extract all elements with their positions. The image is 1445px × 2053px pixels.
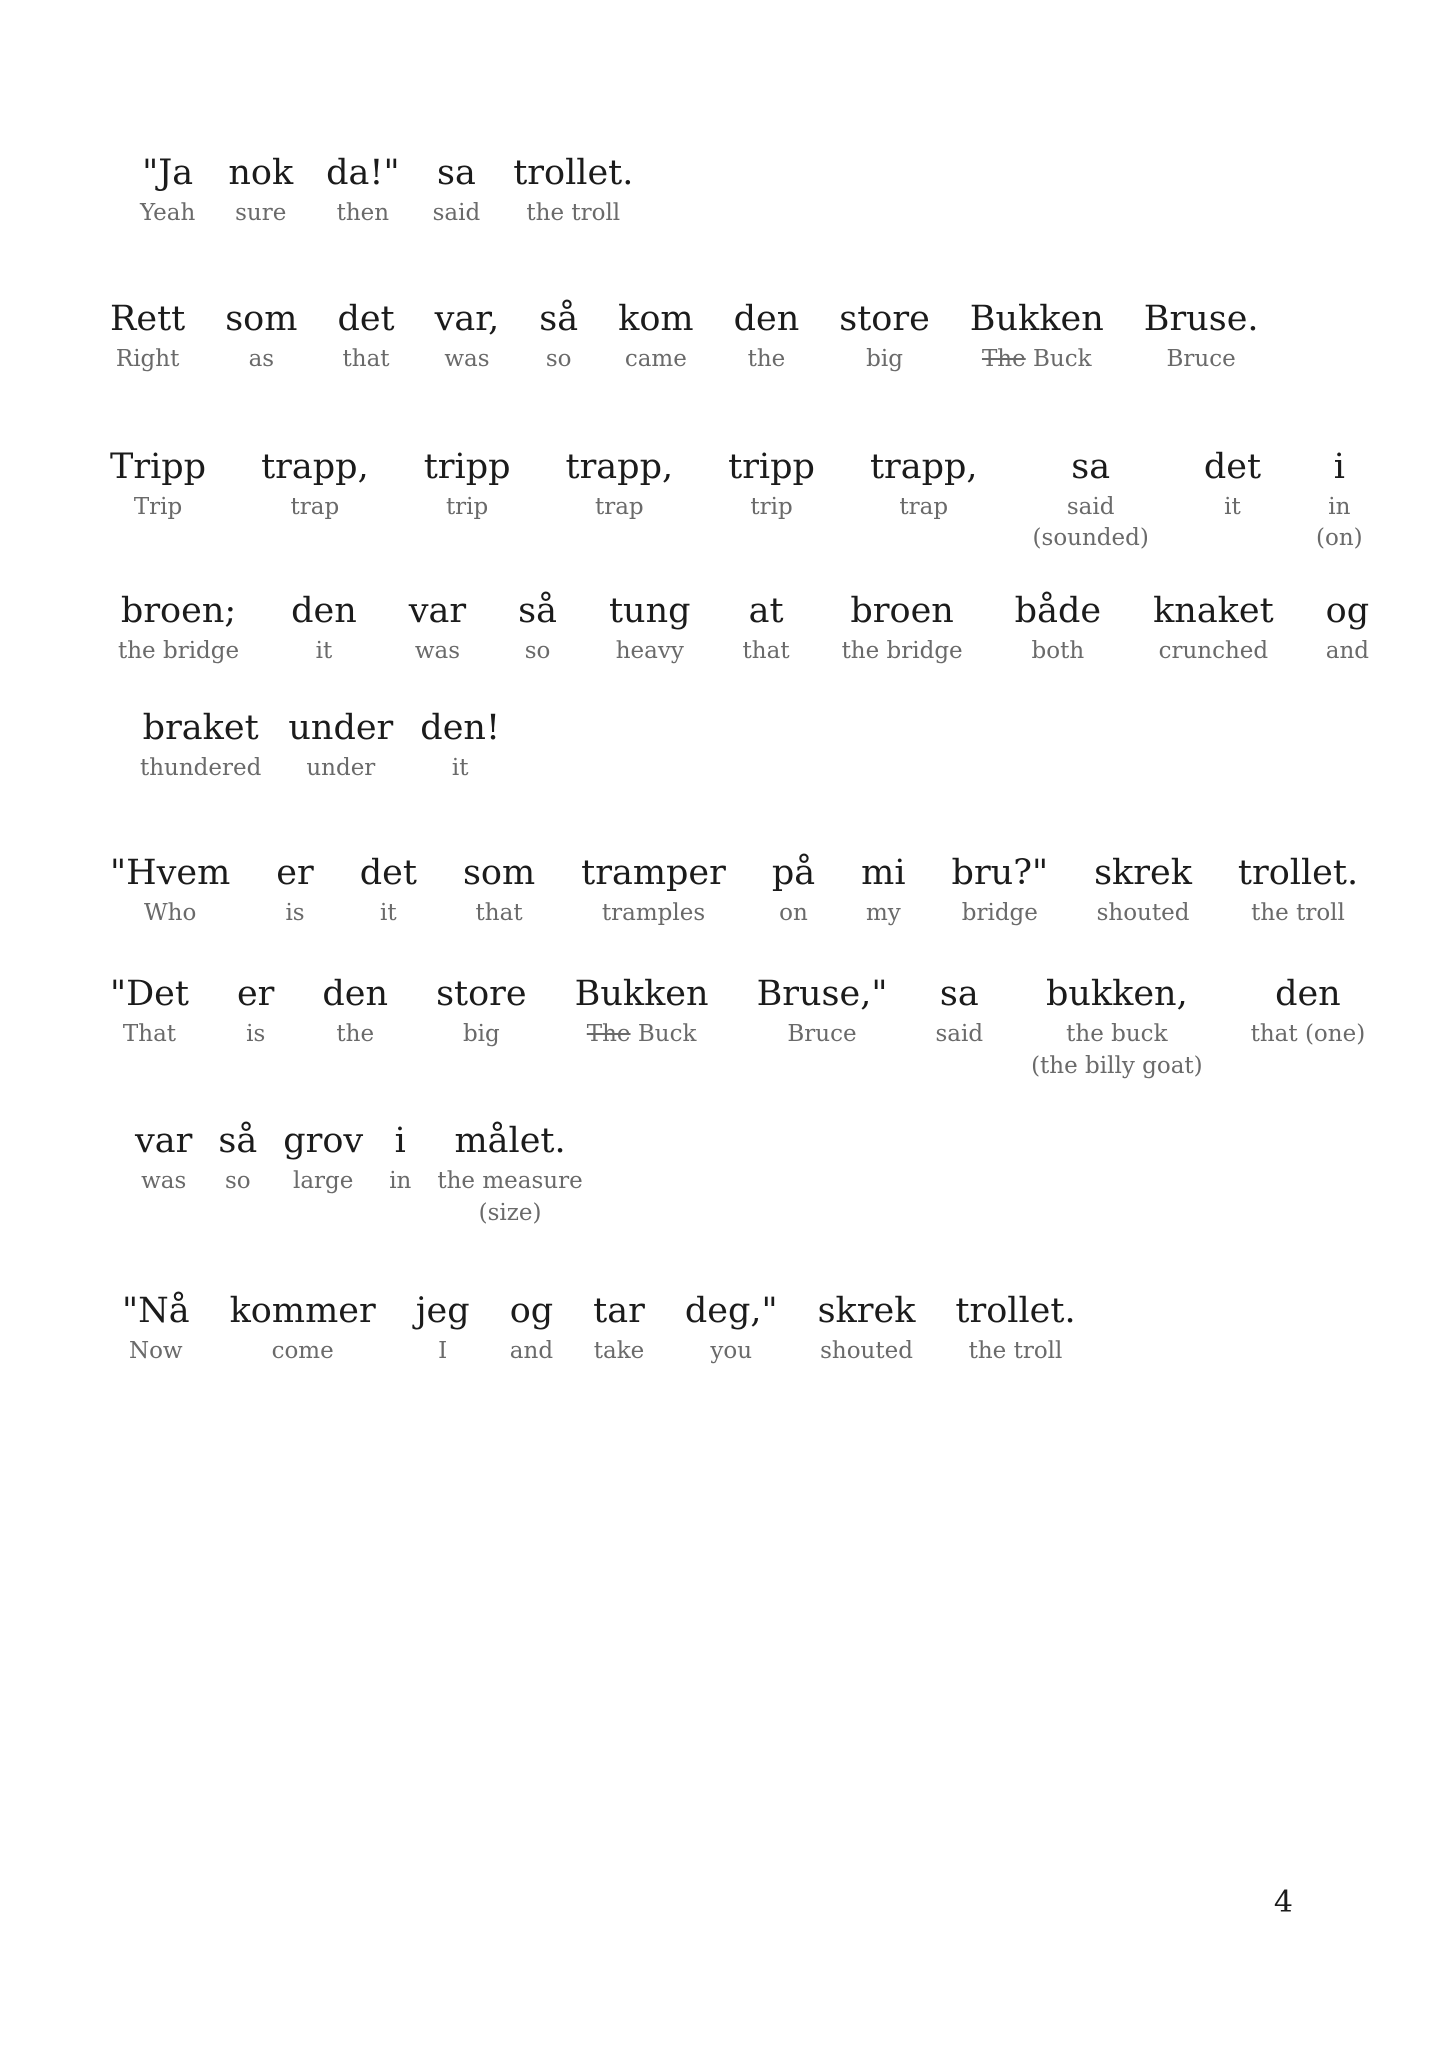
word-column	[1015, 590, 1101, 666]
interlinear-line	[110, 446, 1445, 554]
norwegian-word: både	[1014, 591, 1102, 631]
norwegian-word: den	[733, 298, 800, 339]
gloss-annotation: (the billy goat)	[1031, 1053, 1203, 1079]
english-gloss: is	[246, 1021, 266, 1048]
norwegian-word: "Det	[110, 974, 189, 1015]
english-gloss: said	[1066, 493, 1115, 520]
norwegian-word: Rett	[110, 298, 186, 339]
word-column	[1094, 852, 1192, 928]
word-column	[1326, 590, 1369, 666]
english-gloss: so	[545, 345, 572, 372]
english-gloss: the troll	[526, 200, 621, 226]
struck-gloss-word: The	[586, 1021, 631, 1048]
english-gloss: That	[122, 1021, 177, 1048]
gloss-word: Buck	[1033, 345, 1092, 372]
word-column	[1033, 446, 1149, 554]
gloss-word: Buck	[637, 1021, 697, 1048]
norwegian-word: at	[748, 591, 784, 631]
word-column	[1316, 446, 1363, 554]
norwegian-word: trollet.	[513, 153, 634, 193]
english-gloss: it	[380, 899, 397, 926]
norwegian-word: tung	[608, 591, 691, 631]
word-column	[593, 1290, 645, 1366]
english-gloss	[587, 1020, 697, 1049]
word-column	[436, 973, 527, 1049]
word-column	[110, 446, 206, 522]
gloss-annotation: (on)	[1316, 525, 1363, 552]
word-column	[1204, 446, 1261, 522]
english-gloss: so	[524, 638, 551, 664]
english-gloss: and	[509, 1338, 554, 1365]
english-gloss: that (one)	[1250, 1021, 1366, 1048]
english-gloss: trip	[750, 493, 793, 520]
norwegian-word: tar	[593, 1291, 645, 1332]
english-gloss: trap	[899, 493, 949, 520]
norwegian-word: den	[291, 591, 357, 631]
english-gloss: Bruce	[787, 1021, 857, 1048]
word-column	[575, 973, 709, 1049]
english-gloss: shouted	[1096, 899, 1190, 926]
english-gloss: crunched	[1158, 638, 1269, 664]
word-column	[409, 590, 466, 666]
word-column	[1251, 973, 1366, 1049]
gloss-annotation: (size)	[478, 1199, 542, 1226]
gloss-annotation: (sounded)	[1032, 525, 1149, 552]
english-gloss: large	[292, 1167, 354, 1194]
english-gloss: thundered	[140, 754, 262, 781]
norwegian-word: trapp,	[869, 446, 978, 487]
norwegian-word: knaket	[1153, 591, 1274, 631]
word-column	[1153, 590, 1274, 666]
english-gloss: trap	[290, 493, 340, 520]
word-column	[326, 152, 399, 228]
norwegian-word: store	[436, 974, 527, 1015]
word-column	[237, 973, 274, 1049]
norwegian-word: under	[288, 707, 394, 748]
norwegian-word: målet.	[454, 1120, 566, 1161]
norwegian-word: den	[1275, 974, 1341, 1015]
norwegian-word: trollet.	[955, 1291, 1076, 1332]
word-column	[437, 1120, 582, 1228]
norwegian-word: sa	[1071, 446, 1111, 487]
word-column	[1144, 298, 1259, 374]
english-gloss: I	[438, 1338, 448, 1365]
norwegian-word: "Nå	[122, 1291, 190, 1332]
norwegian-word: var,	[434, 298, 500, 339]
norwegian-word: trapp,	[565, 446, 674, 487]
norwegian-word: bukken,	[1045, 974, 1188, 1015]
norwegian-word: så	[218, 1120, 258, 1161]
english-gloss: come	[271, 1338, 334, 1365]
word-column	[140, 152, 195, 228]
norwegian-word: Tripp	[110, 446, 207, 487]
english-gloss: then	[336, 200, 390, 226]
english-gloss: as	[248, 345, 275, 372]
english-gloss: on	[779, 899, 808, 926]
norwegian-word: skrek	[1094, 852, 1192, 893]
word-column	[140, 707, 261, 783]
norwegian-word: i	[1333, 446, 1345, 487]
norwegian-word: trapp,	[261, 446, 369, 487]
word-column	[566, 446, 674, 522]
norwegian-word: tripp	[728, 446, 815, 487]
english-gloss: was	[414, 638, 461, 664]
norwegian-word: det	[1203, 446, 1262, 487]
word-column	[218, 1120, 257, 1196]
norwegian-word: store	[839, 298, 930, 339]
page-number: 4	[1273, 1885, 1293, 1920]
word-column	[389, 1120, 411, 1196]
word-column	[772, 852, 815, 928]
word-column	[734, 298, 800, 374]
norwegian-word: mi	[861, 852, 906, 893]
english-gloss: is	[285, 899, 305, 926]
word-column	[818, 1290, 916, 1366]
interlinear-text	[110, 152, 1445, 1366]
norwegian-word: braket	[142, 707, 259, 748]
norwegian-word: er	[236, 974, 275, 1015]
word-column	[839, 298, 930, 374]
norwegian-word: er	[276, 852, 314, 893]
norwegian-word: var	[408, 591, 467, 631]
norwegian-word: som	[462, 852, 536, 893]
interlinear-line	[140, 707, 1445, 783]
word-column	[230, 1290, 376, 1366]
interlinear-line	[110, 298, 1445, 374]
english-gloss: was	[444, 345, 490, 372]
norwegian-word: trollet.	[1237, 852, 1359, 893]
word-column	[1238, 852, 1358, 928]
word-column	[110, 298, 185, 374]
norwegian-word: den!	[420, 707, 501, 748]
english-gloss: the troll	[1251, 899, 1345, 926]
english-gloss: said	[935, 1021, 984, 1048]
word-column	[283, 1120, 363, 1196]
word-column	[322, 973, 388, 1049]
norwegian-word: da!"	[326, 153, 400, 193]
norwegian-word: kom	[618, 298, 694, 339]
norwegian-word: i	[394, 1120, 406, 1161]
english-gloss: the	[336, 1021, 375, 1048]
word-column	[225, 298, 297, 374]
norwegian-word: Bukken	[574, 974, 709, 1015]
english-gloss: shouted	[820, 1338, 913, 1365]
english-gloss: so	[224, 1167, 251, 1194]
english-gloss: it	[315, 638, 333, 664]
english-gloss: the buck	[1066, 1021, 1168, 1048]
word-column	[424, 446, 511, 522]
english-gloss: big	[462, 1021, 500, 1048]
interlinear-line	[135, 1120, 1445, 1228]
word-column	[842, 590, 963, 666]
english-gloss: both	[1031, 638, 1085, 664]
english-gloss: big	[866, 345, 903, 372]
norwegian-word: "Ja	[142, 153, 194, 193]
word-column	[870, 446, 978, 522]
english-gloss: trap	[594, 493, 644, 520]
word-column	[110, 852, 230, 928]
english-gloss: bridge	[961, 899, 1038, 926]
norwegian-word: bru?"	[951, 852, 1049, 893]
english-gloss: take	[593, 1338, 645, 1365]
english-gloss: the	[747, 345, 786, 372]
norwegian-word: tripp	[423, 446, 511, 487]
word-column	[581, 852, 726, 928]
english-gloss: Bruce	[1166, 345, 1236, 372]
english-gloss: my	[865, 899, 901, 926]
english-gloss: Who	[143, 899, 197, 926]
english-gloss: it	[451, 754, 469, 781]
word-column	[291, 590, 357, 666]
word-column	[463, 852, 535, 928]
word-column	[1031, 973, 1203, 1081]
norwegian-word: skrek	[817, 1291, 916, 1332]
english-gloss: and	[1325, 638, 1370, 664]
word-column	[618, 298, 693, 374]
norwegian-word: broen	[850, 591, 954, 631]
norwegian-word: Bukken	[969, 298, 1104, 339]
norwegian-word: nok	[228, 153, 294, 193]
word-column	[433, 152, 481, 228]
norwegian-word: så	[539, 298, 579, 339]
word-column	[135, 1120, 192, 1196]
norwegian-word: "Hvem	[110, 852, 231, 893]
word-column	[110, 973, 189, 1049]
word-column	[609, 590, 691, 666]
word-column	[288, 707, 393, 783]
english-gloss: Yeah	[140, 200, 196, 226]
word-column	[757, 973, 888, 1049]
english-gloss: that	[342, 345, 390, 372]
word-column	[861, 852, 905, 928]
norwegian-word: var	[135, 1120, 193, 1161]
norwegian-word: sa	[436, 153, 476, 193]
word-column	[435, 298, 500, 374]
english-gloss: it	[1224, 493, 1241, 520]
norwegian-word: grov	[283, 1120, 364, 1161]
word-column	[952, 852, 1049, 928]
english-gloss	[982, 345, 1092, 374]
norwegian-word: Bruse,"	[756, 974, 888, 1015]
word-column	[261, 446, 369, 522]
english-gloss: the bridge	[841, 638, 963, 664]
english-gloss: tramples	[601, 899, 706, 926]
word-column	[337, 298, 394, 374]
english-gloss: under	[306, 754, 376, 781]
interlinear-line	[110, 852, 1445, 928]
norwegian-word: på	[771, 852, 816, 893]
norwegian-word: og	[1325, 591, 1370, 631]
word-column	[122, 1290, 190, 1366]
english-gloss: the troll	[968, 1338, 1063, 1365]
english-gloss: the bridge	[118, 638, 240, 664]
word-column	[518, 590, 557, 666]
english-gloss: trip	[445, 493, 489, 520]
english-gloss: that	[475, 899, 523, 926]
norwegian-word: sa	[939, 974, 979, 1015]
norwegian-word: det	[359, 852, 417, 893]
norwegian-word: kommer	[229, 1291, 376, 1332]
norwegian-word: så	[518, 591, 557, 631]
word-column	[935, 973, 983, 1049]
word-column	[513, 152, 633, 228]
english-gloss: Trip	[133, 493, 183, 520]
english-gloss: in	[389, 1167, 412, 1194]
english-gloss: said	[432, 200, 481, 226]
word-column	[743, 590, 790, 666]
word-column	[955, 1290, 1075, 1366]
interlinear-line	[140, 152, 1445, 228]
english-gloss: in	[1328, 493, 1351, 520]
english-gloss: you	[710, 1338, 753, 1365]
interlinear-line	[118, 590, 1445, 666]
interlinear-line	[110, 973, 1445, 1081]
word-column	[118, 590, 239, 666]
english-gloss: came	[624, 345, 687, 372]
norwegian-word: Bruse.	[1143, 298, 1259, 339]
norwegian-word: den	[322, 974, 389, 1015]
english-gloss: Right	[115, 345, 180, 372]
word-column	[228, 152, 293, 228]
word-column	[276, 852, 313, 928]
word-column	[420, 707, 500, 783]
word-column	[685, 1290, 778, 1366]
norwegian-word: og	[509, 1291, 554, 1332]
english-gloss: was	[141, 1167, 187, 1194]
word-column	[728, 446, 815, 522]
english-gloss: heavy	[615, 638, 684, 664]
norwegian-word: det	[337, 298, 395, 339]
english-gloss: that	[742, 638, 790, 664]
word-column	[416, 1290, 470, 1366]
word-column	[539, 298, 578, 374]
word-column	[510, 1290, 553, 1366]
norwegian-word: som	[225, 298, 298, 339]
norwegian-word: jeg	[415, 1291, 470, 1332]
struck-gloss-word: The	[981, 345, 1026, 372]
english-gloss: the measure	[437, 1167, 583, 1194]
word-column	[360, 852, 417, 928]
english-gloss: sure	[235, 200, 287, 226]
norwegian-word: tramper	[581, 852, 726, 893]
norwegian-word: deg,"	[684, 1291, 778, 1332]
norwegian-word: broen;	[120, 591, 237, 631]
word-column	[970, 298, 1104, 374]
interlinear-line	[122, 1290, 1445, 1366]
english-gloss: Now	[128, 1338, 183, 1365]
